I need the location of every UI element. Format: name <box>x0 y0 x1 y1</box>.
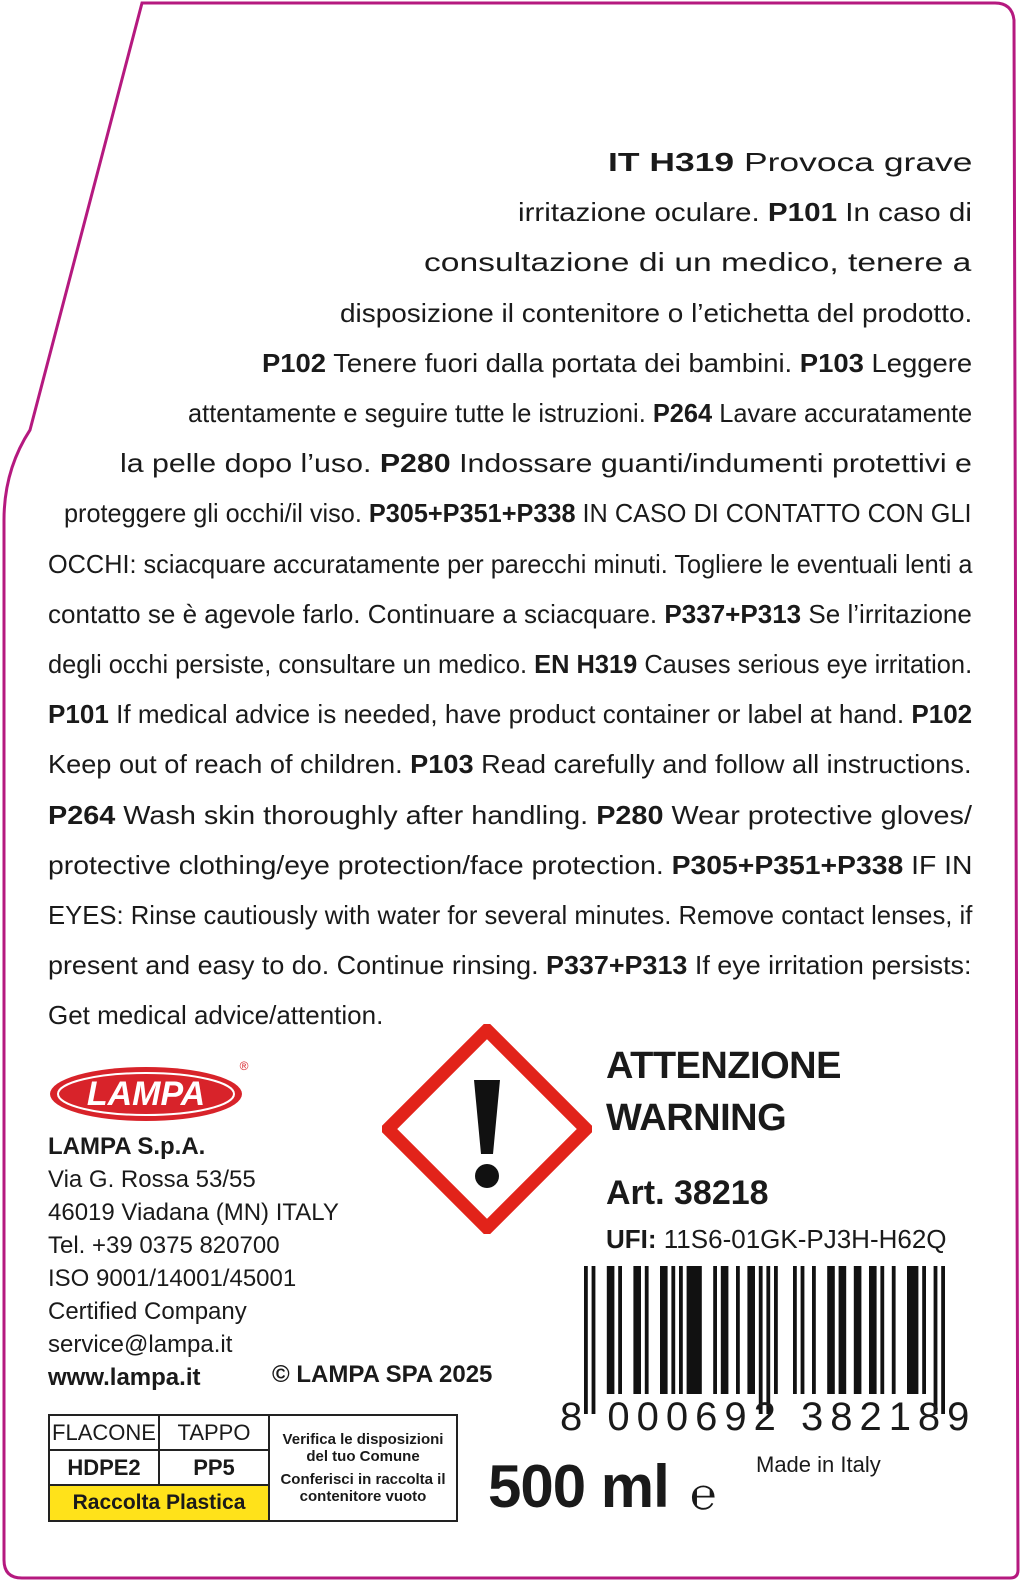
statement-text: EYES: Rinse cautiously with water for several minutes. Remove contact lenses, if <box>48 900 973 930</box>
statement-line <box>48 698 972 730</box>
statement-code: P305+P351+P338 <box>368 498 576 529</box>
statement-text: Leggere <box>863 347 973 378</box>
barcode-bar <box>766 1266 770 1414</box>
barcode-bar <box>934 1266 938 1414</box>
barcode-bar <box>941 1266 945 1414</box>
statement-text: IN CASO DI CONTATTO CON GLI <box>575 498 972 529</box>
statement-line <box>64 497 972 529</box>
ufi-label: UFI: <box>606 1224 657 1254</box>
barcode-bar <box>759 1266 763 1414</box>
company-website: www.lampa.it <box>48 1364 201 1391</box>
recycle-collection: Raccolta Plastica <box>50 1486 268 1520</box>
statement-text: If eye irritation persists: <box>687 950 972 981</box>
lampa-logo <box>48 1058 254 1124</box>
company-email: service@lampa.it <box>48 1331 233 1358</box>
exclamation-mark-ghs07-icon <box>382 1024 592 1234</box>
statement-code: P103 <box>799 347 864 378</box>
statement-text: Wash skin thoroughly after handling. <box>115 799 597 830</box>
statement-text: OCCHI: sciacquare accuratamente per parecchi minuti. Togliere le eventuali lenti a <box>48 548 973 579</box>
ufi-value: 11S6-01GK-PJ3H-H62Q <box>663 1224 947 1254</box>
statement-code: P103 <box>410 749 474 780</box>
barcode-bar <box>839 1266 847 1394</box>
recycle-note-2b: contenitore vuoto <box>299 1488 427 1505</box>
statement-text: disposizione il contenitore o l’etichetta del prodotto. <box>340 297 973 328</box>
recycle-header-bottle: FLACONE <box>52 1419 156 1445</box>
statement-text: Lavare accuratamente <box>712 398 973 428</box>
company-address-street: Via G. Rossa 53/55 <box>48 1166 256 1193</box>
statement-line <box>424 246 971 278</box>
estimated-sign: ℮ <box>690 1470 717 1519</box>
company-phone: Tel. +39 0375 820700 <box>48 1232 280 1259</box>
statement-text: Indossare guanti/indumenti protettivi e <box>450 448 972 479</box>
statement-line <box>48 799 972 831</box>
statement-text: Se l’irritazione <box>801 598 972 629</box>
statement-line <box>48 598 972 630</box>
barcode-bar <box>671 1266 675 1394</box>
barcode-bar <box>721 1266 729 1394</box>
statement-line <box>48 949 971 981</box>
statement-text: Provoca grave <box>734 147 973 177</box>
barcode-bar <box>793 1266 797 1394</box>
net-volume: 500 ml <box>488 1453 669 1520</box>
registered-mark: ® <box>239 1059 249 1073</box>
barcode-bar <box>880 1266 884 1394</box>
recycle-note-2a: Conferisci in raccolta il <box>280 1471 446 1488</box>
barcode-bar <box>827 1266 835 1394</box>
signal-word <box>606 1040 841 1144</box>
barcode-bar <box>618 1266 622 1394</box>
statement-text: Wear protective gloves/ <box>663 799 972 830</box>
statement-line <box>48 999 383 1031</box>
statement-text: In caso di <box>837 197 972 228</box>
statement-text: present and easy to do. Continue rinsing. <box>48 950 547 981</box>
statement-code: P264 <box>652 398 713 428</box>
barcode-bar <box>907 1266 918 1394</box>
made-in: Made in Italy <box>756 1452 881 1477</box>
statement-line <box>48 849 972 881</box>
statement-text: contatto se è agevole farlo. Continuare a sciacquare. <box>48 598 665 629</box>
statement-text: Causes serious eye irritation. <box>637 649 973 679</box>
barcode-bar <box>660 1266 668 1394</box>
statement-text: If medical advice is needed, have product container or label at hand. <box>108 699 912 730</box>
statement-line <box>48 548 972 580</box>
barcode-bar <box>801 1266 805 1394</box>
statement-line <box>340 297 972 329</box>
barcode-bar <box>687 1266 702 1394</box>
barcode-bar <box>592 1266 596 1414</box>
signal-word-it: ATTENZIONE <box>606 1045 841 1087</box>
statement-code: IT H319 <box>608 147 735 177</box>
statement-line <box>48 899 972 931</box>
barcode-bar <box>584 1266 588 1414</box>
logo-text: LAMPA <box>86 1075 206 1113</box>
barcode-bar <box>736 1266 740 1394</box>
ufi-code <box>606 1224 947 1255</box>
statement-code: P101 <box>767 197 838 228</box>
company-iso: ISO 9001/14001/45001 <box>48 1265 297 1292</box>
recycle-material-cap: PP5 <box>158 1451 268 1484</box>
barcode <box>580 1266 950 1416</box>
statement-line <box>262 347 972 379</box>
statement-text: Tenere fuori dalla portata dei bambini. <box>326 347 800 378</box>
recycle-header-cap: TAPPO <box>158 1416 268 1449</box>
barcode-bar <box>812 1266 816 1394</box>
barcode-bar <box>633 1266 641 1394</box>
statement-code: P337+P313 <box>664 598 802 629</box>
statement-line <box>188 397 972 429</box>
statement-text: protective clothing/eye protection/face protection. <box>48 849 672 880</box>
barcode-bar <box>747 1266 755 1394</box>
statement-code: P280 <box>379 448 451 479</box>
recycle-note-1b: del tuo Comune <box>306 1448 420 1465</box>
copyright: © LAMPA SPA 2025 <box>272 1361 493 1388</box>
barcode-bar <box>774 1266 778 1394</box>
statement-code: P337+P313 <box>546 950 688 981</box>
statement-code: EN H319 <box>534 649 638 679</box>
statement-text: consultazione di un medico, tenere a <box>424 247 972 278</box>
company-name: LAMPA S.p.A. <box>48 1133 206 1160</box>
barcode-digits: 8 000692 382189 <box>560 1395 977 1439</box>
barcode-bar <box>645 1266 649 1394</box>
barcode-bar <box>892 1266 896 1394</box>
statement-code: P101 <box>48 699 109 730</box>
statement-line <box>48 648 972 680</box>
statement-text: IF IN <box>903 849 973 880</box>
recycling-info <box>48 1414 458 1522</box>
statement-text: irritazione oculare. <box>518 197 768 228</box>
statement-code: P305+P351+P338 <box>671 849 904 880</box>
company-info <box>48 1130 339 1394</box>
company-certified: Certified Company <box>48 1298 247 1325</box>
statement-text: Read carefully and follow all instructions. <box>473 749 972 780</box>
statement-text: Get medical advice/attention. <box>48 1000 384 1031</box>
barcode-bar <box>679 1266 683 1394</box>
statement-code: P264 <box>48 799 116 830</box>
statement-text: degli occhi persiste, consultare un medico. <box>48 649 535 679</box>
statement-code: P102 <box>262 347 327 378</box>
recycle-note-1a: Verifica le disposizioni <box>282 1431 444 1448</box>
barcode-bar <box>607 1266 615 1394</box>
statement-text: la pelle dopo l’uso. <box>120 448 380 479</box>
statement-text: proteggere gli occhi/il viso. <box>64 498 369 529</box>
statement-line <box>48 748 972 780</box>
statement-line <box>518 196 972 228</box>
company-address-city: 46019 Viadana (MN) ITALY <box>48 1199 339 1226</box>
barcode-bar <box>713 1266 717 1394</box>
barcode-bar <box>869 1266 877 1394</box>
statement-text: attentamente e seguire tutte le istruzioni. <box>188 398 653 428</box>
statement-code: P280 <box>596 799 664 830</box>
barcode-bar <box>854 1266 862 1394</box>
barcode-bar <box>922 1266 926 1394</box>
statement-line <box>608 146 973 178</box>
signal-word-en: WARNING <box>606 1097 787 1139</box>
recycle-material-bottle: HDPE2 <box>67 1454 141 1480</box>
statement-code: P102 <box>911 699 973 730</box>
statement-line <box>120 447 972 479</box>
article-number: Art. 38218 <box>606 1174 769 1212</box>
statement-text: Keep out of reach of children. <box>48 749 411 780</box>
